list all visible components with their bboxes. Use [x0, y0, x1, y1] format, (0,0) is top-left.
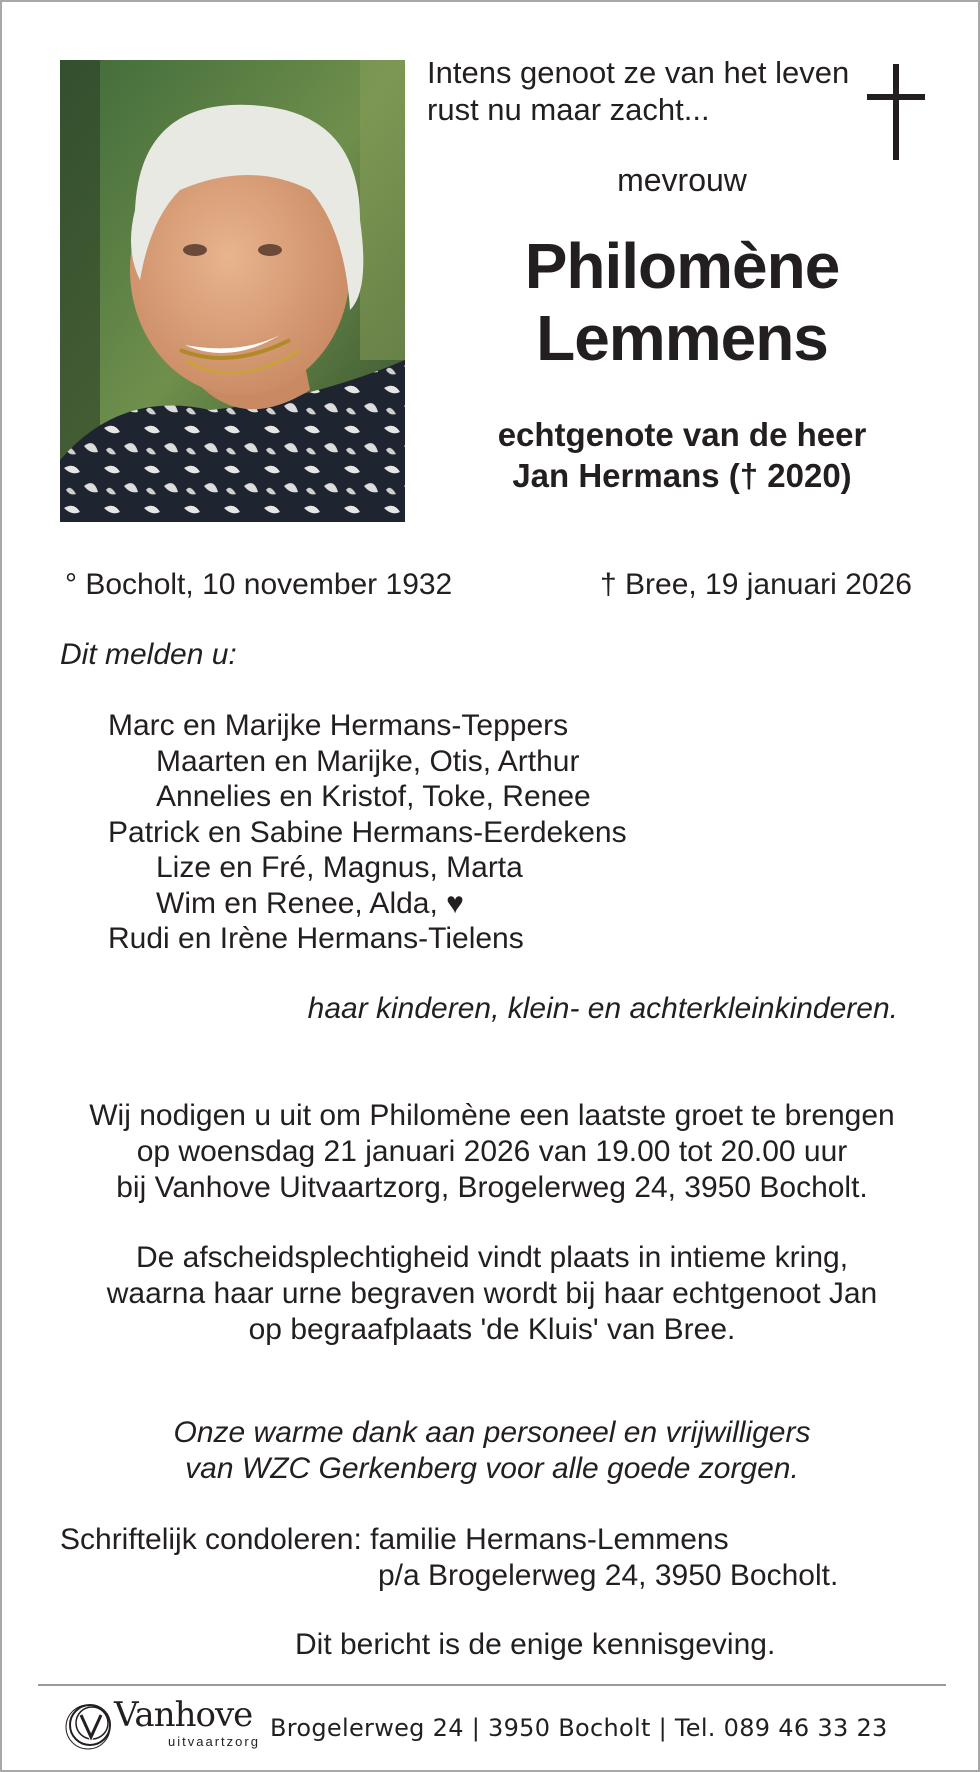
motto — [427, 54, 849, 128]
condolence-line: Schriftelijk condoleren: familie Hermans-Lemmens — [60, 1523, 729, 1556]
birth-date: ° Bocholt, 10 november 1932 — [65, 568, 453, 601]
honorific: mevrouw — [617, 162, 747, 198]
first-name: Philomène — [524, 230, 840, 302]
ceremony-info — [22, 1240, 962, 1348]
ceremony-line: De afscheidsplechtigheid vindt plaats in intieme kring, — [135, 1241, 849, 1274]
family-list — [108, 708, 627, 957]
footer-divider — [38, 1684, 946, 1686]
ceremony-line: waarna haar urne begraven wordt bij haar echtgenoot Jan — [106, 1277, 878, 1310]
ceremony-line: op begraafplaats 'de Kluis' van Bree. — [248, 1313, 736, 1346]
portrait-photo — [60, 60, 405, 522]
invitation-line: op woensdag 21 januari 2026 van 19.00 tot 20.00 uur — [136, 1135, 848, 1168]
last-name: Lemmens — [536, 302, 828, 374]
family-member: Maarten en Marijke, Otis, Arthur — [156, 744, 580, 778]
spouse-line: echtgenote van de heer — [497, 416, 867, 453]
announcement-intro: Dit melden u: — [60, 638, 237, 671]
notice-text: Dit bericht is de enige kennisgeving. — [295, 1628, 776, 1661]
family-member: Annelies en Kristof, Toke, Renee — [156, 780, 591, 813]
family-member: Wim en Renee, Alda, ♥ — [156, 886, 464, 920]
portrait-image — [60, 60, 405, 522]
family-member: Marc en Marijke Hermans-Teppers — [108, 709, 569, 742]
invitation-line: Wij nodigen u uit om Philomène een laatste groet te brengen — [89, 1099, 895, 1132]
spouse-line: Jan Hermans († 2020) — [512, 457, 852, 494]
thanks-line: van WZC Gerkenberg voor alle goede zorgen. — [185, 1452, 799, 1485]
invitation-line: bij Vanhove Uitvaartzorg, Brogelerweg 24, 3950 Bocholt. — [116, 1171, 868, 1204]
condolence-line: p/a Brogelerweg 24, 3950 Bocholt. — [378, 1559, 839, 1592]
thanks-line: Onze warme dank aan personeel en vrijwilligers — [173, 1416, 811, 1449]
family-member: Lize en Fré, Magnus, Marta — [156, 851, 523, 884]
invitation — [22, 1098, 962, 1206]
brand-subtitle: uitvaartzorg — [168, 1734, 260, 1749]
family-signoff: haar kinderen, klein- en achterkleinkinderen. — [307, 992, 898, 1025]
deceased-name — [427, 230, 937, 374]
vanhove-logo — [64, 1695, 260, 1755]
death-date: † Bree, 19 januari 2026 — [600, 568, 912, 601]
brand-name: Vanhove — [114, 1695, 253, 1735]
condolence-address — [60, 1522, 838, 1594]
family-member: Rudi en Irène Hermans-Tielens — [108, 922, 524, 955]
motto-line: Intens genoot ze van het leven — [427, 55, 850, 90]
family-member: Patrick en Sabine Hermans-Eerdekens — [108, 815, 627, 849]
logo-mark-icon — [64, 1695, 120, 1751]
motto-line: rust nu maar zacht... — [427, 92, 710, 127]
footer-address: Brogelerweg 24 | 3950 Bocholt | Tel. 089 46 33 23 — [270, 1714, 888, 1742]
thanks-note — [22, 1415, 962, 1487]
spouse-info — [427, 414, 937, 496]
cross-icon — [867, 64, 925, 160]
